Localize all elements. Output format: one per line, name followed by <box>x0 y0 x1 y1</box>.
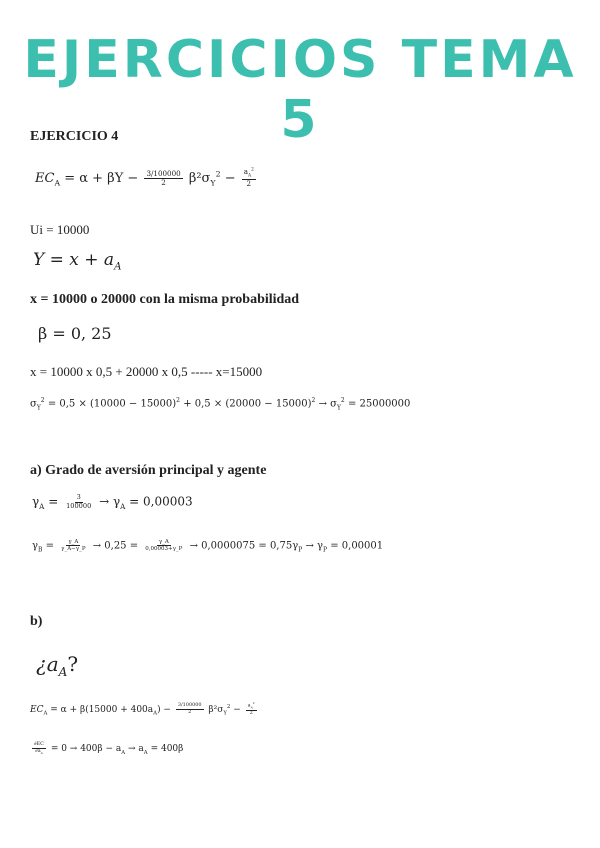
equation-ec-a: $EC_A = \alpha + \beta Y$ − $\frac{3/100000}{2}$ $\beta^2\sigma_Y^2$ − $\frac{a_A^2}{2}$ <box>35 167 254 189</box>
ui-line: Ui = 10000 <box>30 222 90 237</box>
fraction: $\frac{\partial EC}{\partial a_A}$ <box>34 741 44 755</box>
section-a-heading: a) Grado de aversión principal y agente <box>30 463 267 478</box>
equation-beta: β = 0, 25 <box>38 324 112 343</box>
fraction: $\frac{\gamma\_A}{\gamma\_A-\gamma\_P}$ <box>61 539 86 553</box>
question-a-a: ¿$a_A$? <box>36 652 79 679</box>
x-calculation-line: x = 10000 x 0,5 + 20000 x 0,5 ----- x=15000 <box>30 364 263 379</box>
page-title: EJERCICIOS TEMA 5 <box>23 30 577 150</box>
equation-sigma: $\sigma_Y^2 = 0,5 \times (10000 - 15000)^2 + 0,5 \times (20000 - 15000)^2 \to \sigma_Y^2 = 25000000$ <box>30 397 411 412</box>
exercise-heading: EJERCICIO 4 <box>30 129 119 144</box>
equation-gamma-a: $\gamma_A$ = $\frac{3}{100000}$ → $\gamma_A = 0,00003$ <box>32 493 193 511</box>
x-probability-line: x = 10000 o 20000 con la misma probabilidad <box>30 292 300 307</box>
fraction: $\frac{a_A^2}{2}$ <box>247 701 255 717</box>
fraction: $\frac{\gamma\_A}{0,00003+\gamma\_P}$ <box>145 539 183 553</box>
equation-gamma-b: $\gamma_B$ = $\frac{\gamma\_A}{\gamma\_A-\gamma\_P}$ → 0,25 = $\frac{\gamma\_A}{0,00003+\gamma\_P}$ → $0,0000075 = 0,75\gamma_P \to \gamma_P = 0,00001$ <box>32 539 384 554</box>
fraction: $\frac{3/100000}{2}$ <box>177 702 202 715</box>
fraction: $\frac{3}{100000}$ <box>66 493 92 510</box>
equation-y: $Y = x + a_A$ <box>33 250 122 273</box>
section-b-heading: b) <box>30 614 43 629</box>
fraction: $\frac{3/100000}{2}$ <box>146 168 181 187</box>
fraction: $\frac{a_A^2}{2}$ <box>243 167 254 189</box>
equation-derivative: $\frac{\partial EC}{\partial a_A}$ = $0 \to 400\beta - a_A \to a_A = 400\beta$ <box>34 741 184 756</box>
equation-ec-b: $EC_A = \alpha + \beta(15000 + 400a_A)$ − $\frac{3/100000}{2}$ $\beta^2\sigma_Y^2$ − $\frac{a_A^2}{2}$ <box>30 701 255 717</box>
